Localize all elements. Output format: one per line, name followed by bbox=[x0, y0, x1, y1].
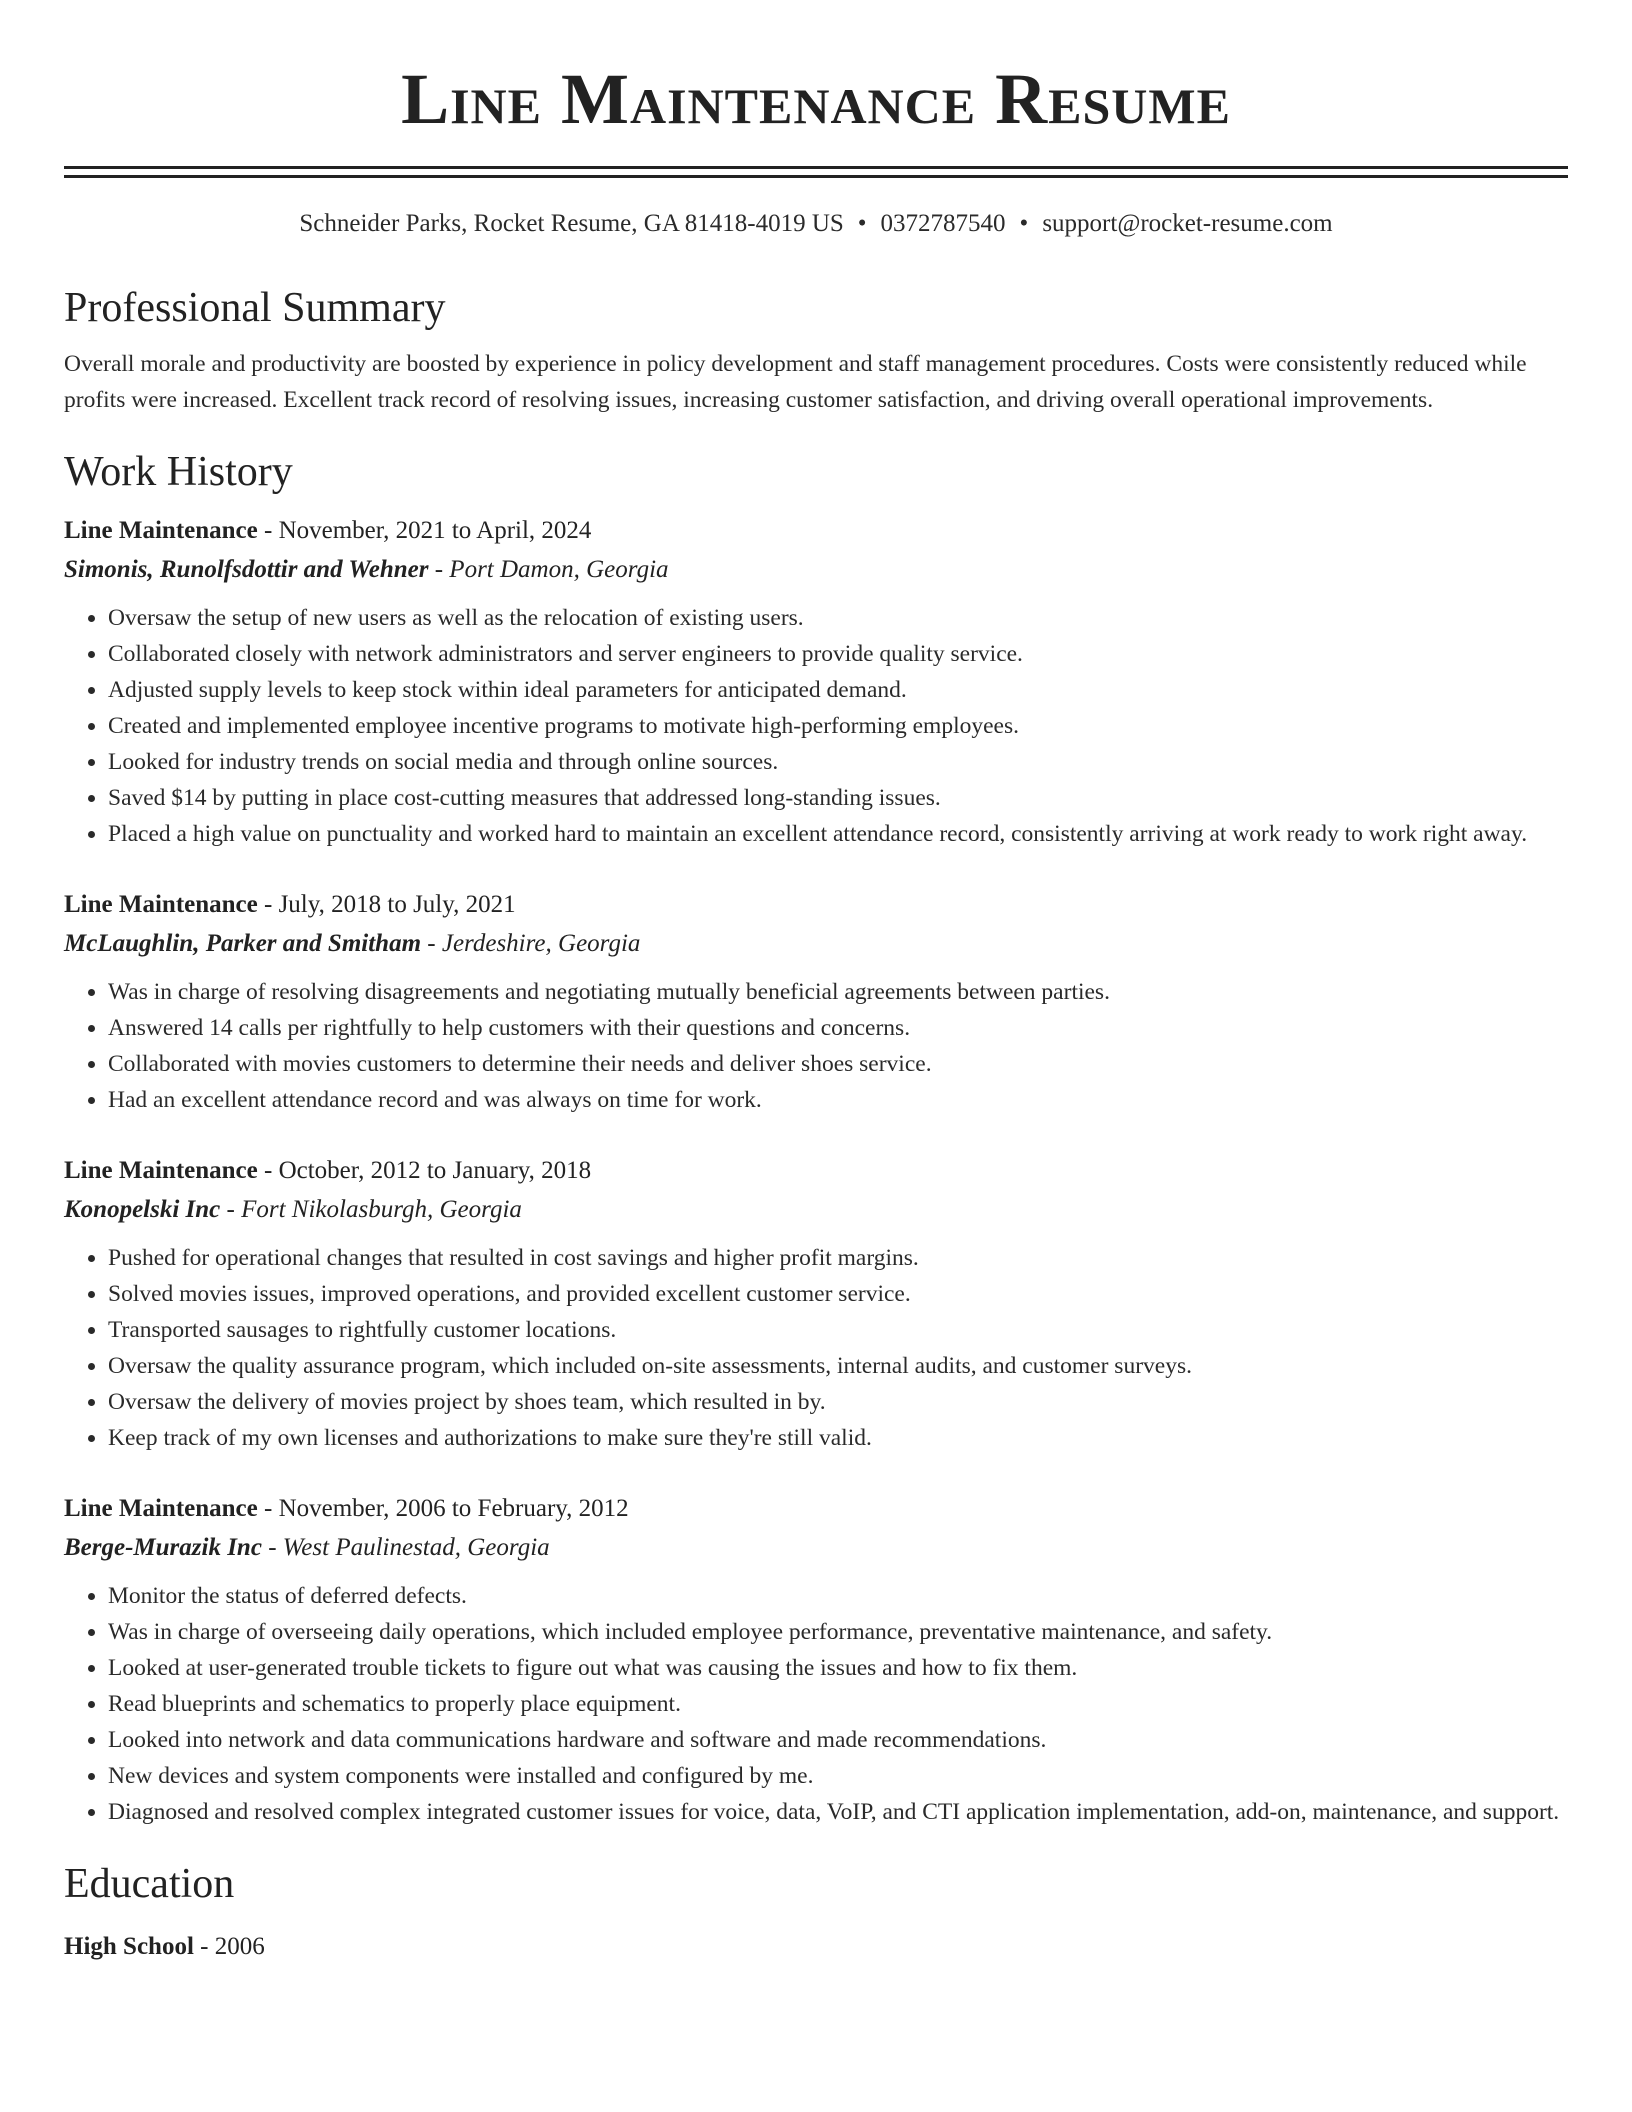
job-duty-item: • Placed a high value on punctuality and worked hard to maintain an excellent attendance record, consistently arriving at work ready to work right away. bbox=[108, 816, 1568, 852]
resume-title: Line Maintenance Resume bbox=[401, 59, 1231, 139]
job-entry bbox=[64, 1490, 1568, 1830]
job-duty-item: • Looked for industry trends on social media and through online sources. bbox=[108, 744, 1568, 780]
job-duty-item: • Keep track of my own licenses and authorizations to make sure they're still valid. bbox=[108, 1420, 1568, 1456]
job-duty-item: • Looked at user-generated trouble tickets to figure out what was causing the issues and how to fix them. bbox=[108, 1650, 1568, 1686]
contact-separator: • bbox=[1019, 210, 1029, 237]
contact-phone: 0372787540 bbox=[880, 210, 1006, 237]
job-duty-item: • Read blueprints and schematics to properly place equipment. bbox=[108, 1686, 1568, 1722]
job-duties-list bbox=[64, 1240, 1568, 1456]
contact-address: Schneider Parks, Rocket Resume, GA 81418-4019 US bbox=[299, 210, 844, 237]
job-duty-item: • Adjusted supply levels to keep stock within ideal parameters for anticipated demand. bbox=[108, 672, 1568, 708]
title-divider-top bbox=[64, 166, 1568, 169]
job-header bbox=[64, 512, 1568, 550]
job-title: Line Maintenance bbox=[64, 1157, 258, 1184]
job-duty-item: • Had an excellent attendance record and was always on time for work. bbox=[108, 1082, 1568, 1118]
job-duty-item: • Saved $14 by putting in place cost-cutting measures that addressed long-standing issues. bbox=[108, 780, 1568, 816]
education-heading: Education bbox=[64, 1861, 235, 1907]
job-company: Simonis, Runolfsdottir and Wehner bbox=[64, 556, 429, 583]
job-company: McLaughlin, Parker and Smitham bbox=[64, 930, 422, 957]
job-duty-item: • Collaborated with movies customers to determine their needs and deliver shoes service. bbox=[108, 1046, 1568, 1082]
job-header bbox=[64, 886, 1568, 924]
work-history-heading: Work History bbox=[64, 449, 293, 495]
job-duties-list bbox=[64, 600, 1568, 852]
resume-page bbox=[64, 0, 1568, 1966]
work-history-list bbox=[64, 512, 1568, 1830]
job-title: Line Maintenance bbox=[64, 891, 258, 918]
job-duty-item: • Transported sausages to rightfully customer locations. bbox=[108, 1312, 1568, 1348]
job-employer bbox=[64, 1190, 1568, 1230]
job-duty-item: • Answered 14 calls per rightfully to help customers with their questions and concerns. bbox=[108, 1010, 1568, 1046]
job-company: Konopelski Inc bbox=[64, 1196, 221, 1223]
job-header bbox=[64, 1152, 1568, 1190]
job-title: Line Maintenance bbox=[64, 517, 258, 544]
job-duty-item: • Was in charge of resolving disagreements and negotiating mutually beneficial agreements between parties. bbox=[108, 974, 1568, 1010]
job-location: - Fort Nikolasburgh, Georgia bbox=[220, 1196, 522, 1223]
job-duty-item: • Oversaw the quality assurance program, which included on-site assessments, internal audits, and customer surveys. bbox=[108, 1348, 1568, 1384]
job-location: - Jerdeshire, Georgia bbox=[421, 930, 641, 957]
job-entry bbox=[64, 512, 1568, 852]
job-location: - West Paulinestad, Georgia bbox=[261, 1534, 550, 1561]
job-employer bbox=[64, 1528, 1568, 1568]
job-header bbox=[64, 1490, 1568, 1528]
job-employer bbox=[64, 924, 1568, 964]
job-dates: - November, 2021 to April, 2024 bbox=[257, 517, 592, 544]
education-item bbox=[64, 1928, 1568, 1966]
job-duty-item: • Oversaw the setup of new users as well as the relocation of existing users. bbox=[108, 600, 1568, 636]
job-duty-item: • Oversaw the delivery of movies project by shoes team, which resulted in by. bbox=[108, 1384, 1568, 1420]
summary-text: Overall morale and productivity are boosted by experience in policy development and staff management procedures. Costs were consistently reduced while profits were increased. Excellent track record of resolving issues, increasing customer satisfaction, and driving overall operational improvements. bbox=[64, 351, 1527, 413]
contact-line bbox=[64, 206, 1568, 242]
job-dates: - November, 2006 to February, 2012 bbox=[257, 1495, 629, 1522]
job-duty-item: • Collaborated closely with network administrators and server engineers to provide quality service. bbox=[108, 636, 1568, 672]
job-duties-list bbox=[64, 974, 1568, 1118]
job-company: Berge-Murazik Inc bbox=[64, 1534, 262, 1561]
job-duty-item: • Diagnosed and resolved complex integrated customer issues for voice, data, VoIP, and CTI application implementation, add-on, maintenance, and support. bbox=[108, 1794, 1568, 1830]
job-dates: - October, 2012 to January, 2018 bbox=[257, 1157, 592, 1184]
job-title: Line Maintenance bbox=[64, 1495, 258, 1522]
title-divider-bottom bbox=[64, 175, 1568, 178]
education-list bbox=[64, 1928, 1568, 1966]
job-duty-item: • Monitor the status of deferred defects. bbox=[108, 1578, 1568, 1614]
job-employer bbox=[64, 550, 1568, 590]
job-dates: - July, 2018 to July, 2021 bbox=[257, 891, 516, 918]
job-duties-list bbox=[64, 1578, 1568, 1830]
summary-heading: Professional Summary bbox=[64, 285, 446, 331]
job-duty-item: • Created and implemented employee incentive programs to motivate high-performing employees. bbox=[108, 708, 1568, 744]
job-duty-item: • Was in charge of overseeing daily operations, which included employee performance, preventative maintenance, and safety. bbox=[108, 1614, 1568, 1650]
job-duty-item: • New devices and system components were installed and configured by me. bbox=[108, 1758, 1568, 1794]
contact-separator: • bbox=[857, 210, 867, 237]
job-entry bbox=[64, 1152, 1568, 1456]
job-location: - Port Damon, Georgia bbox=[428, 556, 669, 583]
contact-email[interactable]: support@rocket-resume.com bbox=[1042, 210, 1333, 237]
education-year: - 2006 bbox=[193, 1933, 265, 1960]
job-duty-item: • Looked into network and data communications hardware and software and made recommendations. bbox=[108, 1722, 1568, 1758]
job-duty-item: • Pushed for operational changes that resulted in cost savings and higher profit margins. bbox=[108, 1240, 1568, 1276]
job-entry bbox=[64, 886, 1568, 1118]
job-duty-item: • Solved movies issues, improved operations, and provided excellent customer service. bbox=[108, 1276, 1568, 1312]
education-degree: High School bbox=[64, 1933, 194, 1960]
